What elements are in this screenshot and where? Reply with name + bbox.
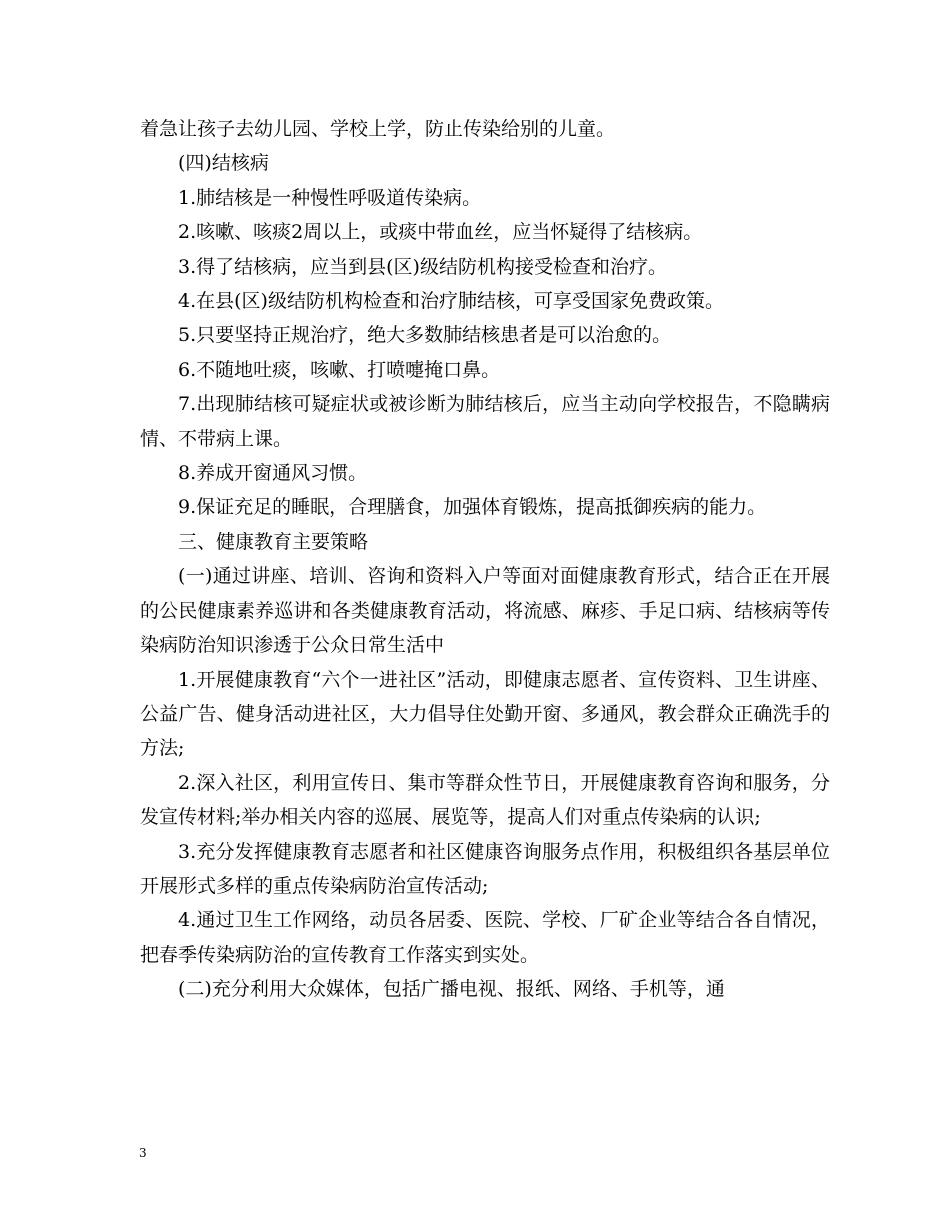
section-heading: (四)结核病 xyxy=(178,152,269,175)
list-item: 1.开展健康教育“六个一进社区”活动，即健康志愿者、宣传资料、卫生讲座、公益广告、健身活动进社区，大力倡导住处勤开窗、多通风，教会群众正确洗手的方法; xyxy=(140,668,830,760)
list-item: 1.肺结核是一种慢性呼吸道传染病。 xyxy=(178,186,482,209)
list-item: 2.咳嗽、咳痰2周以上，或痰中带血丝，应当怀疑得了结核病。 xyxy=(178,221,703,244)
section-heading: 三、健康教育主要策略 xyxy=(178,530,369,553)
list-item: 5.只要坚持正规治疗，绝大多数肺结核患者是可以治愈的。 xyxy=(178,324,672,347)
list-item: 3.充分发挥健康教育志愿者和社区健康咨询服务点作用，积极组织各基层单位开展形式多样的重点传染病防治宣传活动; xyxy=(140,840,830,897)
list-item: 8.养成开窗通风习惯。 xyxy=(178,462,368,485)
subsection-paragraph: (一)通过讲座、培训、咨询和资料入户等面对面健康教育形式，结合正在开展的公民健康素养巡讲和各类健康教育活动，将流感、麻疹、手足口病、结核病等传染病防治知识渗透于公众日常生活中 xyxy=(140,565,830,657)
subsection-paragraph: (二)充分利用大众媒体，包括广播电视、报纸、网络、手机等，通 xyxy=(178,978,725,1001)
list-item: 4.通过卫生工作网络，动员各居委、医院、学校、厂矿企业等结合各自情况，把春季传染病防治的宣传教育工作落实到实处。 xyxy=(140,909,830,966)
list-item: 4.在县(区)级结防机构检查和治疗肺结核，可享受国家免费政策。 xyxy=(178,290,724,313)
list-item: 3.得了结核病，应当到县(区)级结防机构接受检查和治疗。 xyxy=(178,255,667,278)
page-number: 3 xyxy=(139,1146,147,1160)
list-item: 6.不随地吐痰，咳嗽、打喷嚏掩口鼻。 xyxy=(178,358,501,381)
list-item: 2.深入社区，利用宣传日、集市等群众性节日，开展健康教育咨询和服务，分发宣传材料;举办相关内容的巡展、展览等，提高人们对重点传染病的认识; xyxy=(140,771,830,829)
list-item: 9.保证充足的睡眠，合理膳食，加强体育锻炼，提高抵御疾病的能力。 xyxy=(178,496,767,519)
paragraph: 着急让孩子去幼儿园、学校上学，防止传染给别的儿童。 xyxy=(140,118,616,140)
list-item: 7.出现肺结核可疑症状或被诊断为肺结核后，应当主动向学校报告，不隐瞒病情、不带病上课。 xyxy=(140,393,830,450)
body-text xyxy=(140,112,830,1007)
